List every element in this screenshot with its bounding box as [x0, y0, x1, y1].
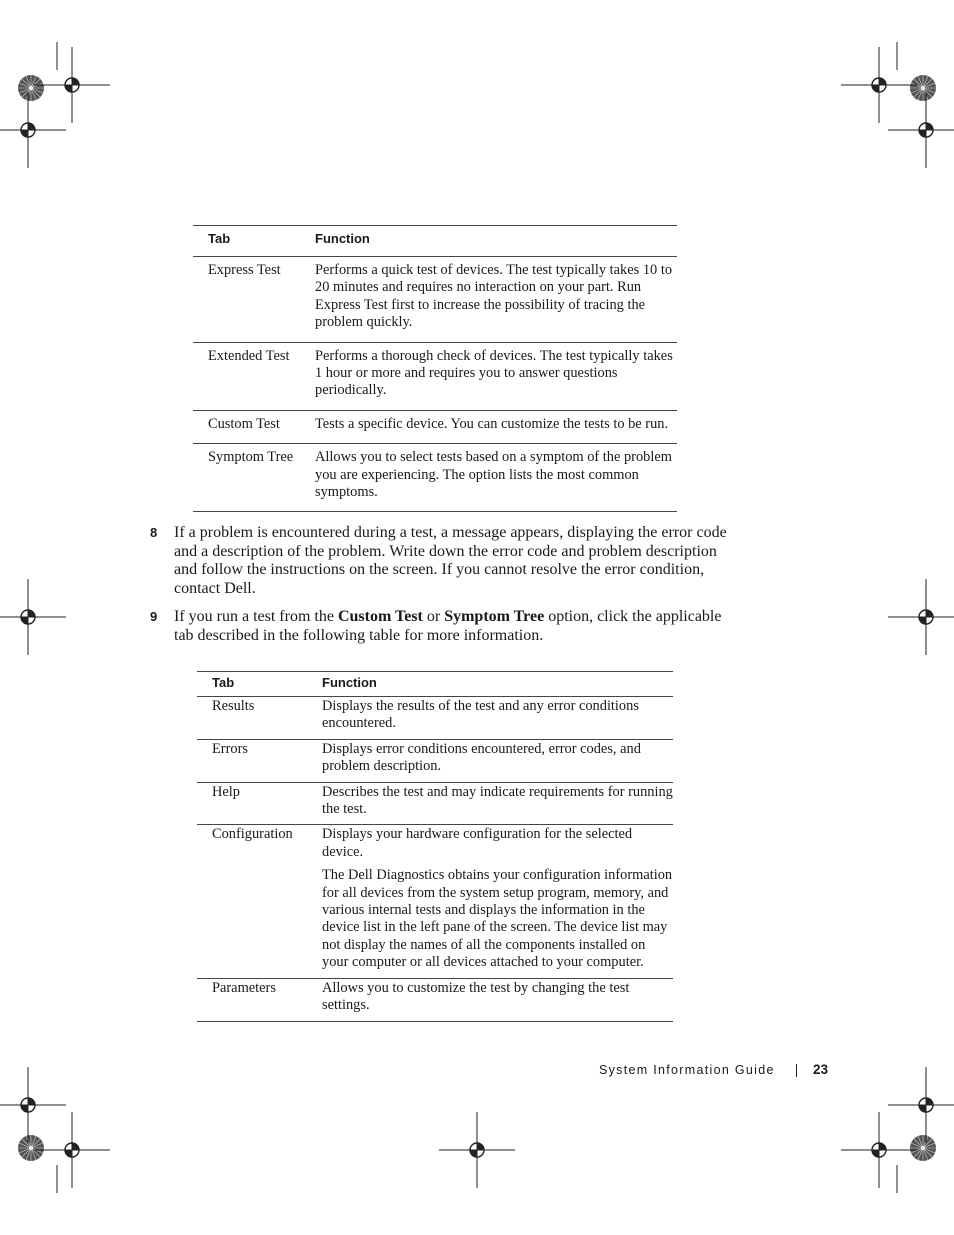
crosshair-icon [841, 47, 917, 123]
table-row [197, 825, 673, 978]
registration-burst-icon [910, 75, 936, 101]
step-number: 9 [150, 609, 158, 624]
crosshair-icon [0, 1067, 66, 1143]
row-function-cell: Performs a thorough check of devices. The test typically takes 1 hour or more and requires you to answer questions periodically. [315, 342, 677, 410]
result-tabs-table [197, 671, 673, 1022]
row-function-cell: Tests a specific device. You can customize the tests to be run. [315, 410, 677, 443]
row-tab-cell: Custom Test [193, 410, 315, 443]
row-tab-cell: Configuration [197, 825, 322, 978]
row-tab-cell: Extended Test [193, 342, 315, 410]
table-row [193, 444, 677, 512]
table-header-row [197, 672, 673, 697]
row-tab-cell: Errors [197, 739, 322, 782]
page-footer [599, 1061, 831, 1081]
table-row [193, 257, 677, 343]
function-paragraph: The Dell Diagnostics obtains your configuration information for all devices from the system setup program, memory, and various internal tests and displays the information in the device list in the left pane of the screen. The device list may not display the names of all the components installed on your computer or all devices attached to your computer. [322, 867, 673, 971]
step-number: 8 [150, 525, 158, 540]
table-row [193, 410, 677, 443]
step-9 [150, 608, 730, 645]
step-text: If a problem is encountered during a test, a message appears, displaying the error code and a description of the problem. Write down the error code and problem description and follow the instructions on the screen. If you cannot resolve the error condition, contact Dell. [174, 524, 727, 597]
row-function-cell: Allows you to customize the test by changing the test settings. [322, 978, 673, 1021]
crosshair-icon [888, 1067, 954, 1143]
page-number: 23 [813, 1062, 829, 1077]
custom-test-term: Custom Test [337, 608, 423, 625]
table-row [197, 697, 673, 740]
registration-burst-icon [18, 75, 44, 101]
row-tab-cell: Symptom Tree [193, 444, 315, 512]
row-function-cell: Displays error conditions encountered, error codes, and problem description. [322, 739, 673, 782]
step-text-part: If you run a test from the [174, 608, 338, 625]
column-header-function: Function [322, 672, 673, 697]
step-8 [150, 524, 730, 598]
symptom-tree-term: Symptom Tree [444, 608, 545, 625]
row-function-cell: Performs a quick test of devices. The test typically takes 10 to 20 minutes and requires no interaction on your part. Run Express Test first to increase the possibility of tracing the problem quickly. [315, 257, 677, 343]
row-tab-cell: Express Test [193, 257, 315, 343]
row-tab-cell: Parameters [197, 978, 322, 1021]
crosshair-icon [888, 92, 954, 168]
registration-burst-icon [18, 1135, 44, 1161]
registration-burst-icon [910, 1135, 936, 1161]
row-function-cell: Displays the results of the test and any error conditions encountered. [322, 697, 673, 740]
table-row [197, 739, 673, 782]
step-text [174, 608, 730, 645]
crosshair-icon [0, 579, 66, 655]
step-text-part: option, click the applicable tab described in the following table for more information. [174, 608, 722, 644]
table-row [193, 342, 677, 410]
row-tab-cell: Help [197, 782, 322, 825]
footer-separator [796, 1064, 797, 1077]
test-types-table [193, 225, 677, 512]
guide-title: System Information Guide [599, 1063, 775, 1077]
step-text-part: or [422, 608, 445, 625]
row-function-cell [322, 825, 673, 978]
row-function-cell: Allows you to select tests based on a symptom of the problem you are experiencing. The option lists the most common symptoms. [315, 444, 677, 512]
table-row [197, 782, 673, 825]
crosshair-icon [439, 1112, 515, 1188]
table-header-row [193, 226, 677, 257]
crosshair-icon [888, 579, 954, 655]
column-header-tab: Tab [193, 226, 315, 257]
table-row [197, 978, 673, 1021]
crosshair-icon [0, 92, 66, 168]
column-header-tab: Tab [197, 672, 322, 697]
function-paragraph: Displays your hardware configuration for the selected device. [322, 826, 633, 860]
row-tab-cell: Results [197, 697, 322, 740]
crosshair-icon [34, 1112, 110, 1188]
crosshair-icon [34, 47, 110, 123]
column-header-function: Function [315, 226, 677, 257]
row-function-cell: Describes the test and may indicate requirements for running the test. [322, 782, 673, 825]
crosshair-icon [841, 1112, 917, 1188]
